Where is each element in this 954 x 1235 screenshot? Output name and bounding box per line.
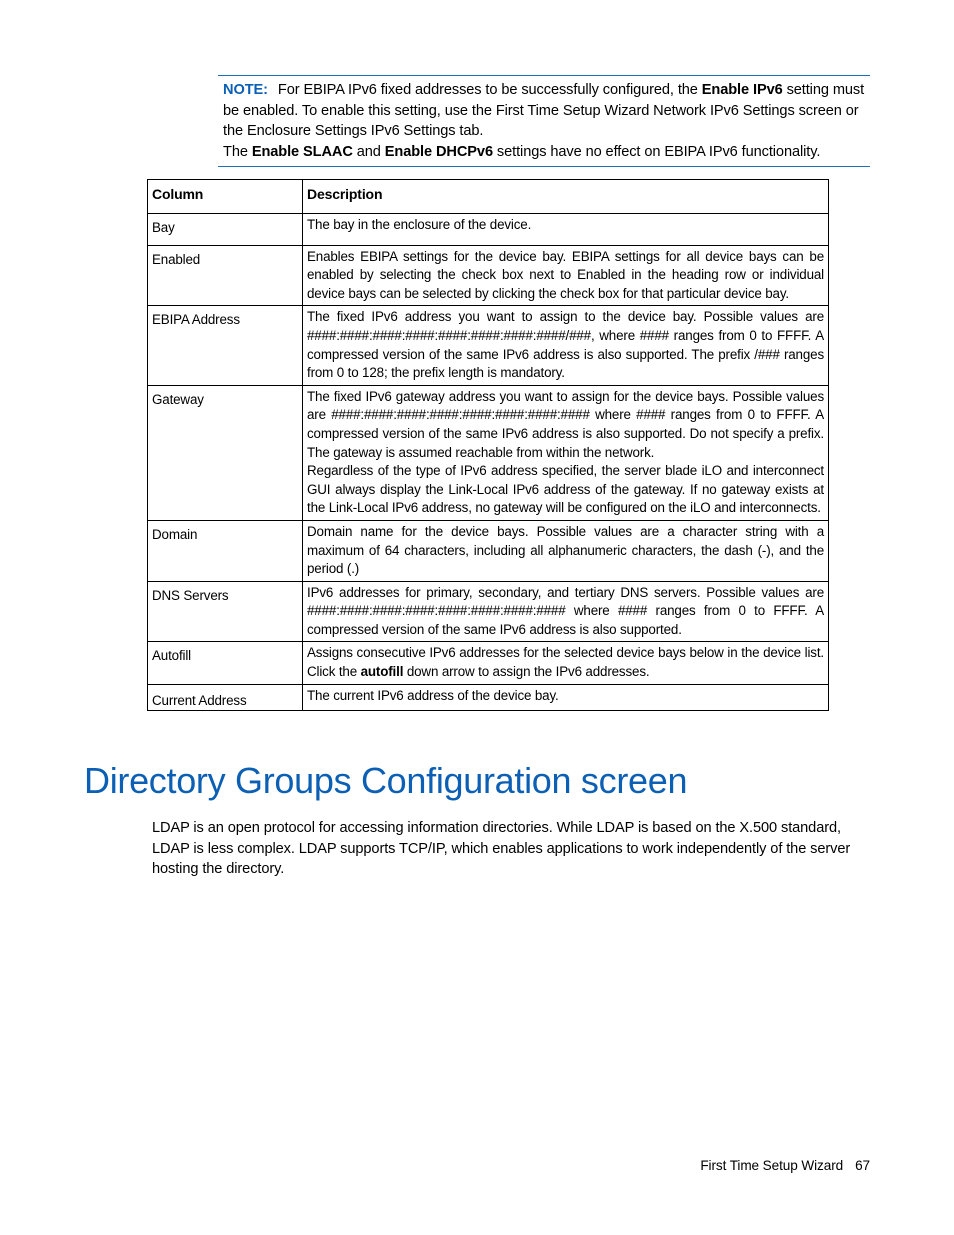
cell-description: The fixed IPv6 address you want to assign to the device bay. Possible values are ####:####:####:####:####:####:####:####/###, where #### ranges from 0 to FFFF. A compressed version of the same IPv6 address is also supported. The prefix /### ranges from 0 to 128; the prefix length is mandatory. (303, 306, 829, 385)
table-row (148, 581, 829, 642)
note-paragraph-1 (223, 80, 866, 142)
autofill-text-a: Assigns consecutive IPv6 addresses for the selected device bays below in the device list. Click the (307, 645, 824, 680)
cell-column: Domain (148, 520, 303, 581)
header-description: Description (303, 180, 829, 214)
column-description-table (147, 179, 829, 711)
page-number: 67 (855, 1158, 870, 1173)
note-text-2c: settings have no effect on EBIPA IPv6 functionality. (492, 143, 821, 160)
table-row (148, 306, 829, 385)
table-row (148, 385, 829, 520)
cell-column: Enabled (148, 245, 303, 306)
table-row (148, 213, 829, 245)
note-bold-enable-ipv6: Enable IPv6 (701, 82, 783, 98)
cell-column: Current Address (148, 684, 303, 711)
note-text-2b: and (352, 143, 385, 160)
table-header-row (148, 180, 829, 214)
cell-description: The bay in the enclosure of the device. (303, 213, 829, 245)
cell-description (303, 642, 829, 684)
cell-description (303, 385, 829, 520)
autofill-bold: autofill (360, 664, 404, 680)
cell-column: Gateway (148, 385, 303, 520)
note-text-2a: The (223, 143, 252, 160)
cell-column: Bay (148, 213, 303, 245)
note-box (218, 75, 870, 167)
autofill-text-b: down arrow to assign the IPv6 addresses. (403, 664, 650, 680)
footer-title: First Time Setup Wizard (700, 1158, 844, 1173)
cell-description: The current IPv6 address of the device bay. (303, 684, 829, 711)
cell-description: IPv6 addresses for primary, secondary, and tertiary DNS servers. Possible values are ####:####:####:####:####:####:####:#### where #### ranges from 0 to FFFF. A compressed version of the same IPv6 address is also supported. (303, 581, 829, 642)
gateway-description-1: The fixed IPv6 gateway address you want to assign for the device bays. Possible values are ####:####:####:####:####:####:####:#### where #### ranges from 0 to FFFF. A compressed version of the same IPv6 address is also supported. Do not specify a prefix. The gateway is assumed reachable from within the network. (307, 388, 824, 460)
table-row (148, 684, 829, 711)
note-bold-enable-slaac: Enable SLAAC (251, 143, 353, 160)
section-heading: Directory Groups Configuration screen (84, 760, 688, 801)
section-body: LDAP is an open protocol for accessing information directories. While LDAP is based on the X.500 standard, LDAP is less complex. LDAP supports TCP/IP, which enables applications to work independently of the server hosting the directory. (152, 820, 851, 877)
table-row (148, 520, 829, 581)
note-text-1a: For EBIPA IPv6 fixed addresses to be successfully configured, the (277, 82, 702, 98)
cell-column: EBIPA Address (148, 306, 303, 385)
note-paragraph-2 (223, 142, 866, 163)
cell-column: DNS Servers (148, 581, 303, 642)
cell-column: Autofill (148, 642, 303, 684)
table-row (148, 245, 829, 306)
note-text-1b: setting must be enabled. To enable this setting, use the First Time Setup Wizard Network IPv6 Settings screen or the Enclosure Settings IPv6 Settings tab. (223, 82, 865, 139)
cell-description: Enables EBIPA settings for the device bay. EBIPA settings for all device bays can be enabled by selecting the check box next to Enabled in the heading row or individual device bays can be selected by clicking the check box for that particular device bay. (303, 245, 829, 306)
gateway-description-2: Regardless of the type of IPv6 address specified, the server blade iLO and interconnect GUI always display the Link-Local IPv6 address of the gateway. If no gateway exists at the Link-Local IPv6 address, no gateway will be configured on the iLO and interconnects. (307, 463, 824, 516)
page-footer (700, 1158, 870, 1173)
header-column: Column (148, 180, 303, 214)
note-label: NOTE: (223, 82, 268, 98)
note-bold-enable-dhcpv6: Enable DHCPv6 (384, 143, 493, 160)
table-row (148, 642, 829, 684)
cell-description: Domain name for the device bays. Possible values are a character string with a maximum of 64 characters, including all alphanumeric characters, the dash (-), and the period (.) (303, 520, 829, 581)
